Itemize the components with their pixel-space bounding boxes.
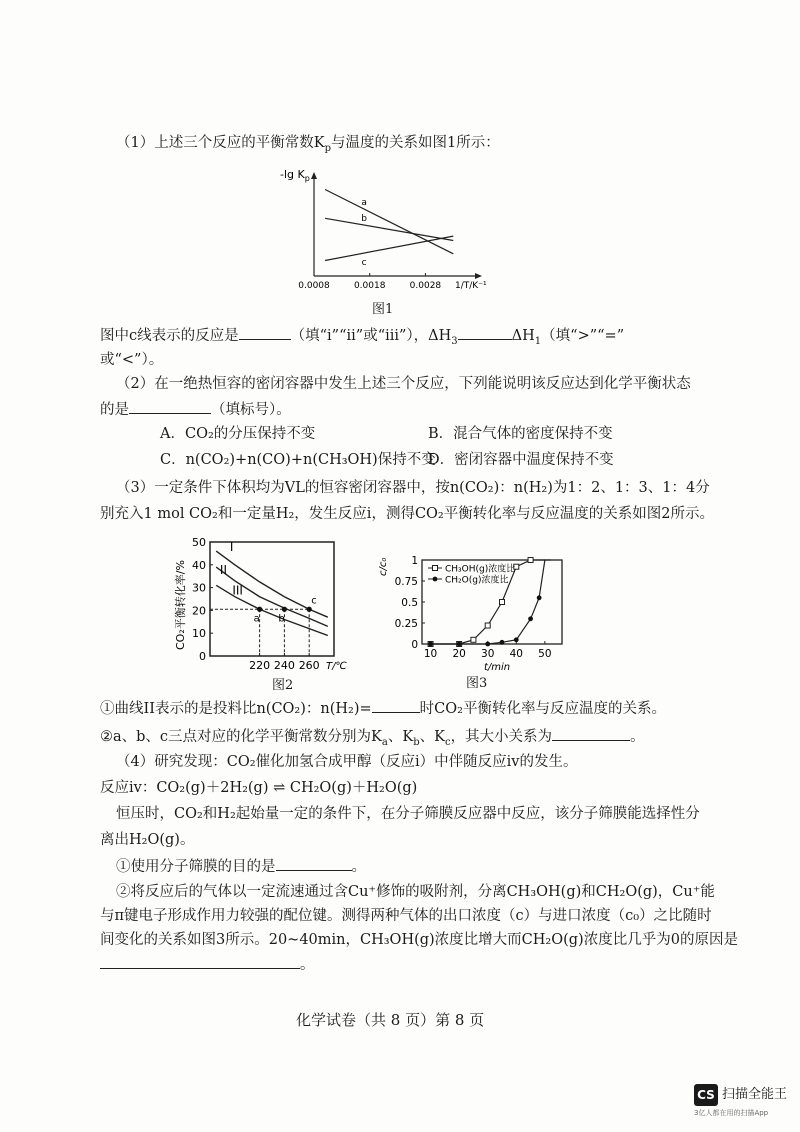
figure3-x-tick-label: 10 bbox=[423, 648, 438, 660]
figure3-marker-ch3oh bbox=[485, 623, 490, 628]
figure3-x-tick-label: 30 bbox=[481, 648, 495, 660]
figure2-chart bbox=[174, 532, 350, 682]
figure2-point-label-c: c bbox=[311, 595, 317, 607]
figure3-x-tick-label: 50 bbox=[538, 648, 552, 660]
q2-option-a: A．CO₂的分压保持不变 bbox=[160, 426, 316, 442]
figure3-marker-ch2o bbox=[485, 642, 490, 647]
figure2-y-tick-label: 50 bbox=[192, 536, 206, 549]
q4-line3: 离出H₂O(g)。 bbox=[100, 832, 195, 848]
figure1-tick-label: 0.0018 bbox=[353, 281, 386, 291]
q1-fill-line2: 或“<”）。 bbox=[100, 352, 164, 368]
q4-sub2-line2: 与π键电子形成作用力较强的配位键。测得两种气体的出口浓度（c）与进口浓度（c₀）之比随时 bbox=[100, 908, 712, 924]
figure2-curve-label-I: I bbox=[229, 540, 234, 555]
figure3-legend-marker-ch3oh bbox=[433, 566, 438, 571]
q2-line1: （2）在一绝热恒容的密闭容器中发生上述三个反应，下列能说明该反应达到化学平衡状态 bbox=[116, 376, 691, 392]
answer-blank-reaction[interactable] bbox=[239, 325, 291, 340]
q2-option-b: B．混合气体的密度保持不变 bbox=[428, 426, 613, 442]
q4-sub2-line3: 间变化的关系如图3所示。20~40min，CH₃OH(g)浓度比增大而CH₂O(g)浓度比几乎为0的原因是 bbox=[100, 932, 738, 948]
figure3-marker-ch2o bbox=[500, 640, 505, 645]
q3-sub2: ②a、b、c三点对应的化学平衡常数分别为$K_a$、$K_b$、$K_c$，其大小关系为 。 bbox=[100, 726, 645, 753]
figure2-y-tick-label: 40 bbox=[192, 558, 206, 572]
figure1-line-label-c: c bbox=[361, 258, 367, 269]
figure2-plot bbox=[192, 536, 334, 672]
figure3-marker-ch2o bbox=[537, 595, 542, 600]
figure3-legend-ch2o: CH₂O(g)浓度比 bbox=[445, 575, 509, 586]
figure3-marker-ch2o bbox=[514, 637, 519, 642]
figure3-marker-ch3oh bbox=[528, 558, 533, 563]
figure1-line-c bbox=[325, 236, 453, 260]
figure2-x-tick-label: 260 bbox=[298, 659, 320, 672]
answer-blank-ratio[interactable] bbox=[372, 698, 420, 713]
figure2-ylabel: CO₂平衡转化率/% bbox=[174, 560, 187, 650]
figure3-y-tick-label: 1 bbox=[411, 555, 418, 567]
figure3-x-tick-label: 40 bbox=[509, 648, 523, 660]
answer-blank-membrane[interactable] bbox=[276, 856, 352, 871]
figure2-xlabel: T/℃ bbox=[326, 661, 347, 672]
figure1-x-arrow bbox=[475, 273, 482, 279]
figure1-caption: 图1 bbox=[372, 302, 394, 317]
figure1-line-label-a: a bbox=[361, 198, 367, 209]
figure2-y-tick-label: 20 bbox=[192, 604, 206, 618]
scanner-tagline: 3亿人都在用的扫描App bbox=[694, 1109, 769, 1117]
figure1-y-arrow bbox=[311, 172, 317, 179]
scanner-logo-icon: CS bbox=[694, 1084, 718, 1106]
figure2-point-label-b: b bbox=[278, 613, 285, 625]
figure2-y-tick-label: 30 bbox=[192, 581, 206, 595]
q3-line1: （3）一定条件下体积均为VL的恒容密闭容器中，按n(CO₂)：n(H₂)为1：2、1：3、1：4分 bbox=[116, 480, 710, 496]
figure2-x-tick-label: 240 bbox=[273, 659, 295, 672]
scanner-app-name: 扫描全能王 bbox=[722, 1087, 788, 1102]
figure3-marker-ch2o bbox=[428, 642, 433, 647]
figure1-xlabel: 1/T/K⁻¹ bbox=[455, 281, 487, 291]
figure3-y-tick-label: 0.75 bbox=[394, 576, 418, 588]
figure1-line-label-b: b bbox=[361, 214, 368, 225]
page-footer: 化学试卷（共 8 页）第 8 页 bbox=[296, 1011, 485, 1029]
q2-option-d: D．密闭容器中温度保持不变 bbox=[428, 452, 614, 468]
q3-line2: 别充入1 mol CO₂和一定量H₂，发生反应i，测得CO₂平衡转化率与反应温度的关系如图2所示。 bbox=[100, 506, 714, 522]
figure3-legend-ch3oh: CH₃OH(g)浓度比 bbox=[445, 564, 516, 575]
q2-option-c: C．n(CO₂)+n(CO)+n(CH₃OH)保持不变 bbox=[160, 452, 436, 468]
figure3-ylabel: c/c₀ bbox=[378, 557, 389, 576]
figure3-chart bbox=[380, 548, 566, 676]
q4-sub2-line1: ②将反应后的气体以一定流速通过含Cu⁺修饰的吸附剂，分离CH₃OH(g)和CH₂O(g)，Cu⁺能 bbox=[116, 884, 715, 900]
q4-line2: 恒压时，CO₂和H₂起始量一定的条件下，在分子筛膜反应器中反应，该分子筛膜能选择性分 bbox=[116, 806, 700, 822]
q1-fill-line1: 图中c线表示的反应是 （填“i”“ii”或“iii”），$\Delta H_3$ $\Delta H_1$（填“>”“=” bbox=[100, 325, 624, 352]
figure2-caption: 图2 bbox=[272, 678, 294, 693]
figure3-legend-marker-ch2o bbox=[433, 577, 438, 582]
figure2-x-tick-label: 220 bbox=[249, 659, 271, 672]
figure3-y-tick-label: 0 bbox=[411, 639, 418, 651]
figure2-y-tick-label: 0 bbox=[199, 650, 206, 663]
figure3-xlabel: t/min bbox=[484, 662, 511, 673]
figure3-x-tick-label: 20 bbox=[452, 648, 466, 660]
answer-blank-k-order[interactable] bbox=[552, 726, 630, 741]
figure3-y-tick-label: 0.5 bbox=[401, 597, 418, 609]
figure2-point-label-a: a bbox=[253, 613, 260, 625]
q4-reaction: 反应iv：CO₂(g)＋2H₂(g) ⇌ CH₂O(g)＋H₂O(g) bbox=[100, 780, 418, 796]
figure3-marker-ch2o bbox=[457, 642, 462, 647]
figure2-point-b bbox=[282, 607, 287, 612]
q4-sub1: ①使用分子筛膜的目的是 。 bbox=[116, 856, 366, 877]
answer-blank-reason[interactable] bbox=[100, 954, 300, 969]
figure3-y-tick-label: 0.25 bbox=[394, 618, 418, 630]
figure3-marker-ch3oh bbox=[500, 600, 505, 605]
figure1-ylabel: -lg $K_p$ bbox=[280, 168, 310, 183]
figure1-plot bbox=[298, 172, 482, 291]
answer-blank-q2[interactable] bbox=[129, 399, 211, 414]
figure2-curve-label-III: III bbox=[232, 583, 243, 598]
q1-intro: （1）上述三个反应的平衡常数$K_p$与温度的关系如图1所示： bbox=[116, 135, 500, 154]
figure1-chart bbox=[270, 160, 500, 300]
figure2-curve-label-II: II bbox=[219, 562, 227, 577]
figure1-tick-label: 0.0028 bbox=[409, 281, 442, 291]
figure2-point-c bbox=[307, 607, 312, 612]
q4-sub2-answer: 。 bbox=[100, 954, 315, 975]
figure2-point-a bbox=[257, 607, 262, 612]
figure3-plot bbox=[395, 555, 562, 660]
figure3-marker-ch2o bbox=[528, 616, 533, 621]
answer-blank-dh-compare[interactable] bbox=[458, 325, 512, 340]
q4-line1: （4）研究发现：CO₂催化加氢合成甲醇（反应i）中伴随反应iv的发生。 bbox=[116, 754, 578, 770]
figure2-y-tick-label: 10 bbox=[192, 627, 206, 641]
figure3-caption: 图3 bbox=[466, 676, 488, 691]
figure1-tick-label: 0.0008 bbox=[298, 281, 330, 291]
q3-sub1: ①曲线II表示的是投料比n(CO₂)：n(H₂)= 时CO₂平衡转化率与反应温度的关系。 bbox=[100, 698, 666, 719]
figure3-marker-ch3oh bbox=[471, 637, 476, 642]
q2-line2: 的是 （填标号）。 bbox=[100, 399, 291, 420]
